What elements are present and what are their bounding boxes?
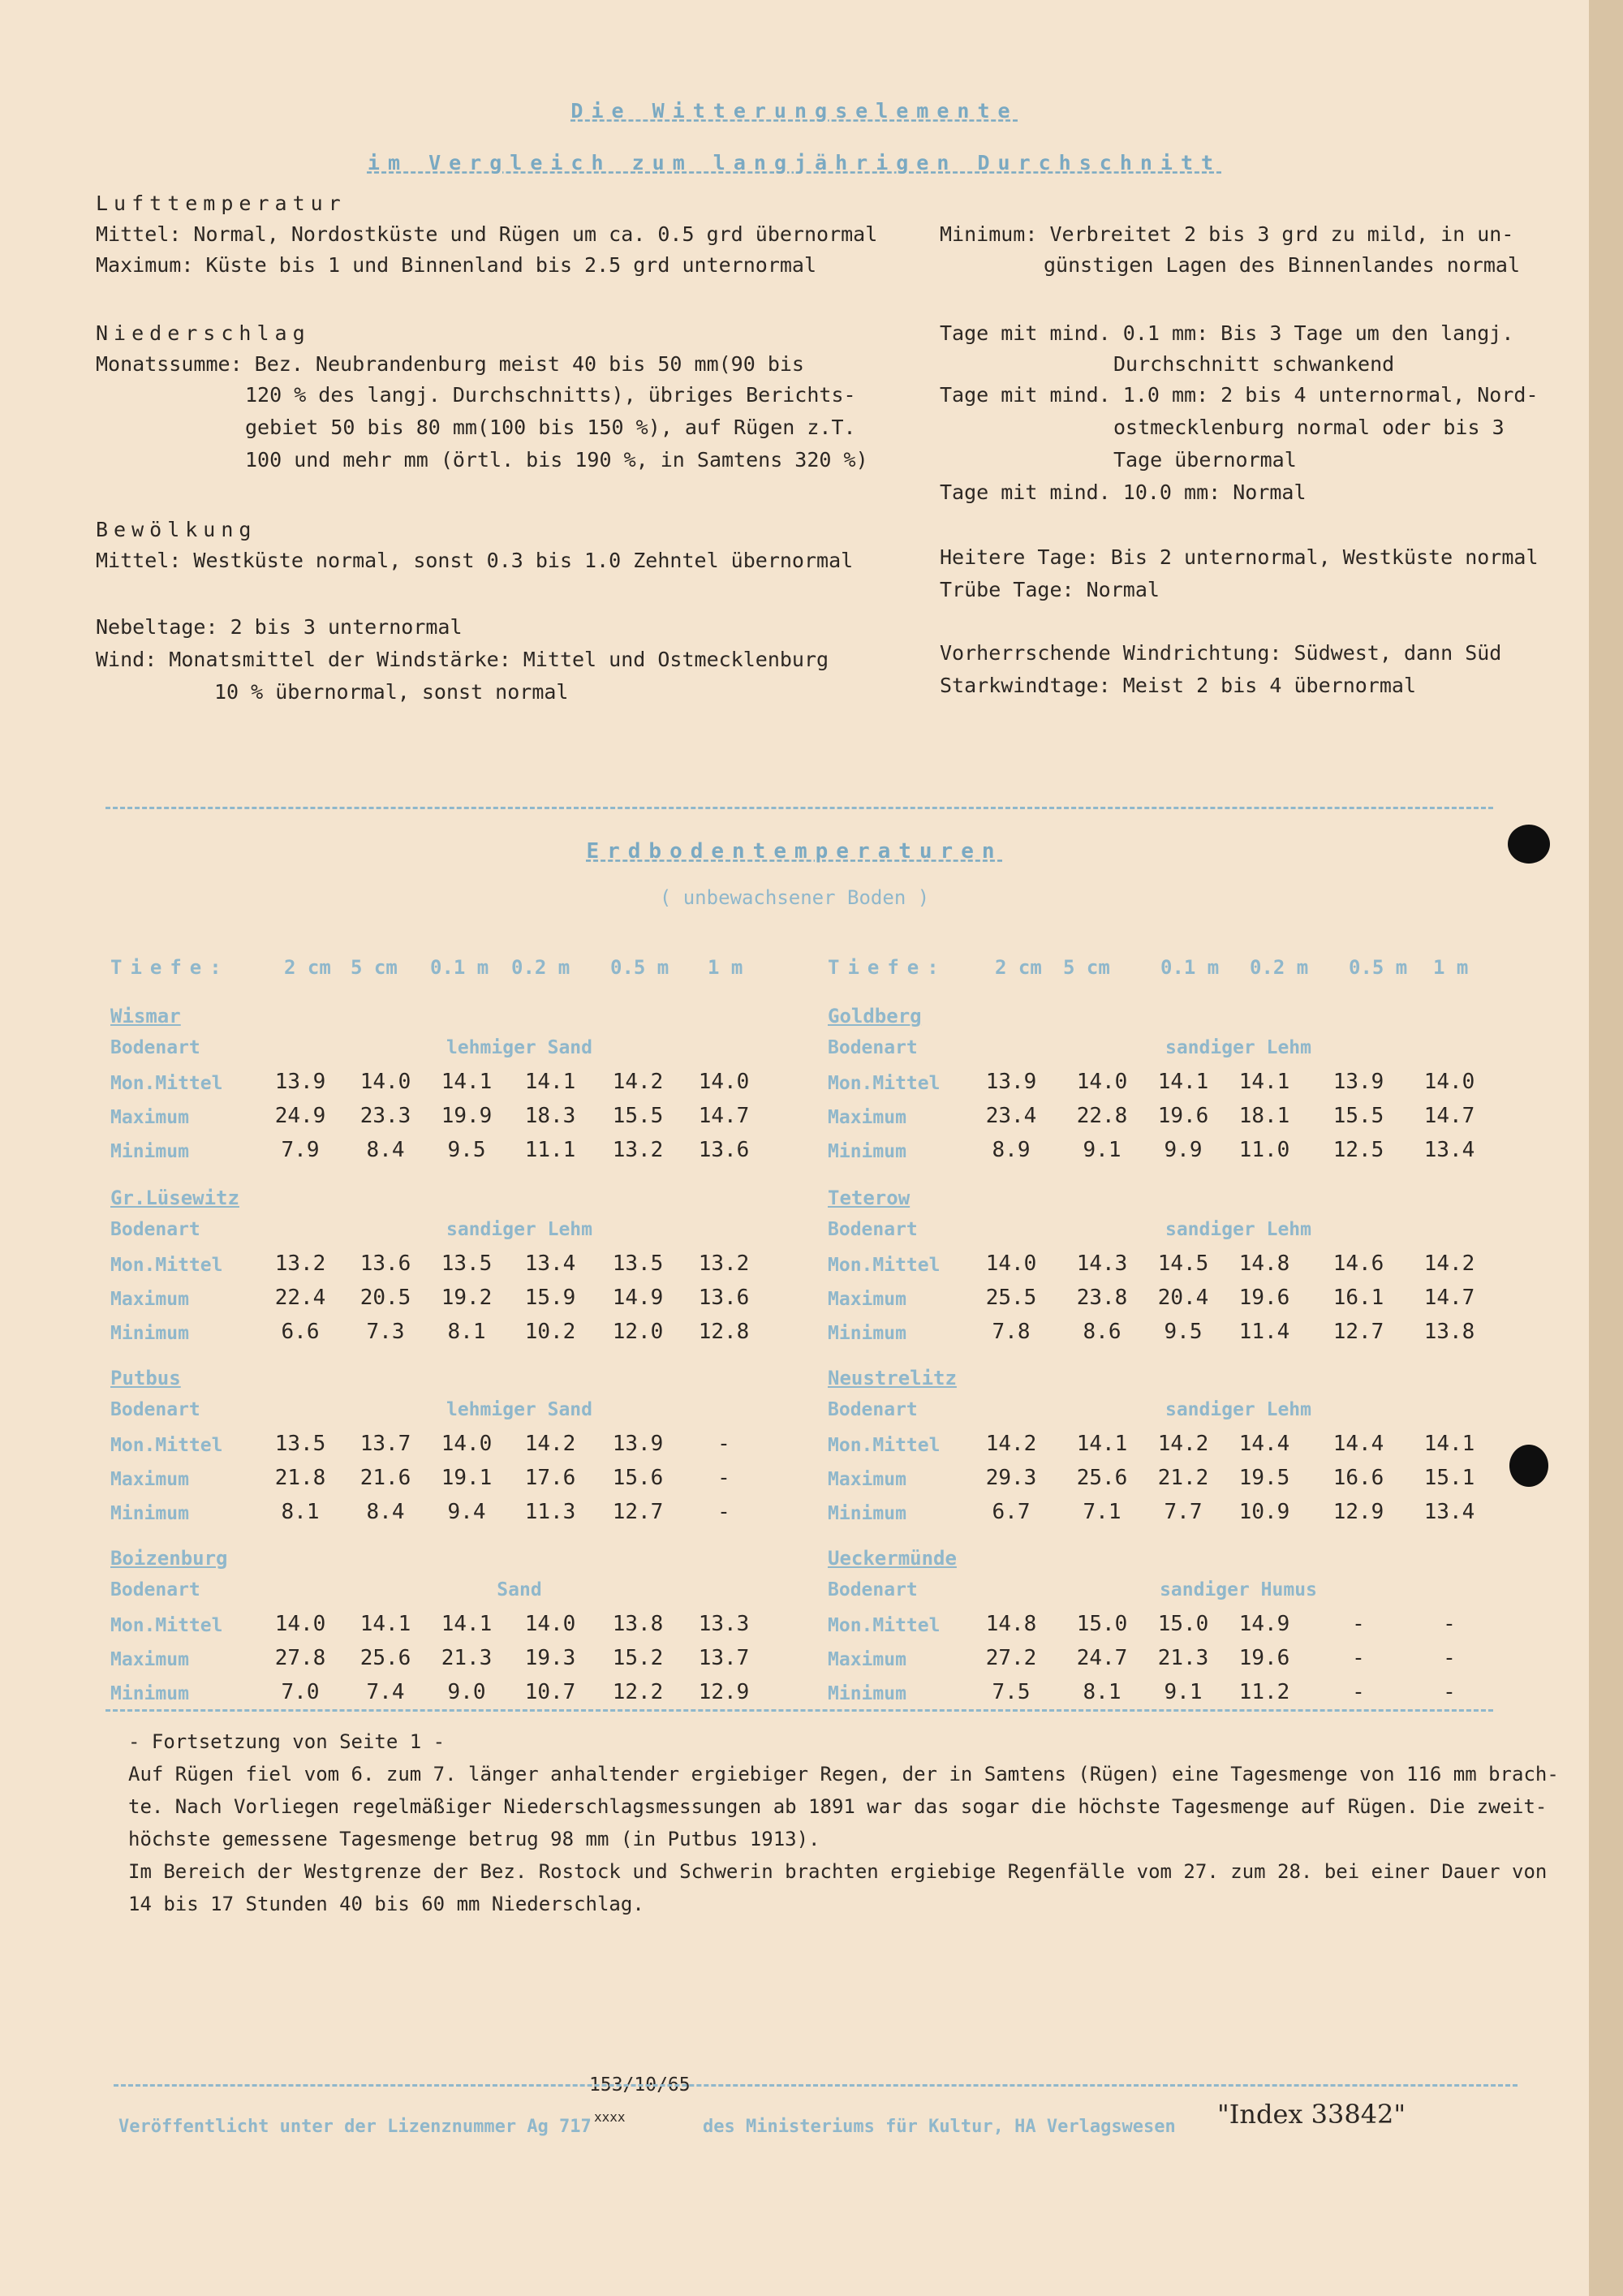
temperature-value: 13.2 [698,1251,750,1276]
temperature-value: 19.6 [1157,1104,1209,1128]
temperature-value: 14.0 [359,1070,411,1094]
text-line: Monatssumme: Bez. Neubrandenburg meist 40 bis 50 mm(90 bis [96,352,804,376]
temperature-value: 14.8 [985,1612,1037,1636]
page-subtitle: im Vergleich zum langjährigen Durchschnitt [367,151,1222,174]
temperature-value: 13.5 [441,1251,493,1276]
punch-hole [1508,825,1550,864]
temperature-value: - [1443,1646,1456,1670]
temperature-value: 14.1 [359,1612,411,1636]
temperature-value: 7.8 [992,1320,1031,1344]
punch-hole [1509,1445,1548,1487]
temperature-value: 13.5 [274,1432,326,1456]
temperature-value: 14.0 [1423,1070,1475,1094]
license-note: Veröffentlicht unter der Lizenznummer Ag 717 [118,2117,592,2137]
temperature-value: 11.4 [1238,1320,1290,1344]
temperature-value: - [717,1500,730,1524]
temperature-value: 20.5 [359,1286,411,1310]
temperature-value: 13.6 [698,1138,750,1162]
temperature-value: 14.1 [1157,1070,1209,1094]
temperature-value: 15.6 [612,1466,664,1490]
temperature-value: 15.0 [1076,1612,1128,1636]
soil-type: sandiger Lehm [446,1219,592,1240]
temperature-value: - [1352,1646,1365,1670]
temperature-value: 13.7 [698,1646,750,1670]
temperature-value: 19.6 [1238,1646,1290,1670]
row-label: Maximum [110,1107,189,1128]
temperature-value: 19.1 [441,1466,493,1490]
temperature-value: 7.5 [992,1680,1031,1704]
temperature-value: 14.9 [1238,1612,1290,1636]
temperature-value: 14.0 [985,1251,1037,1276]
temperature-value: 13.6 [359,1251,411,1276]
temperature-value: 6.7 [992,1500,1031,1524]
temperature-value: 10.7 [524,1680,576,1704]
text-line: gebiet 50 bis 80 mm(100 bis 150 %), auf Rügen z.T. [245,416,856,439]
temperature-value: 13.9 [612,1432,664,1456]
temperature-value: 13.9 [1332,1070,1384,1094]
temperature-value: 8.1 [281,1500,320,1524]
temperature-value: 13.2 [612,1138,664,1162]
temperature-value: 15.5 [1332,1104,1384,1128]
temperature-value: 12.2 [612,1680,664,1704]
temperature-value: 14.1 [524,1070,576,1094]
temperature-value: 14.3 [1076,1251,1128,1276]
text-line: Tage übernormal [1113,448,1297,472]
paragraph-line: 14 bis 17 Stunden 40 bis 60 mm Niederschlag. [128,1893,644,1915]
soil-subtitle: ( unbewachsener Boden ) [659,886,930,909]
row-label: Maximum [110,1469,189,1490]
temperature-value: 11.3 [524,1500,576,1524]
depth-header: 1 m [1433,956,1469,979]
temperature-value: 13.7 [359,1432,411,1456]
temperature-value: 29.3 [985,1466,1037,1490]
temperature-value: 11.2 [1238,1680,1290,1704]
temperature-value: 22.8 [1076,1104,1128,1128]
temperature-value: 21.3 [441,1646,493,1670]
text-line-wind: Wind: Monatsmittel der Windstärke: Mittel und Ostmecklenburg [96,648,829,671]
temperature-value: 14.9 [612,1286,664,1310]
text-line: Vorherrschende Windrichtung: Südwest, dann Süd [940,641,1502,665]
row-label: Minimum [110,1323,189,1344]
temperature-value: 14.1 [1076,1432,1128,1456]
row-label: Maximum [828,1289,906,1310]
temperature-value: 12.7 [612,1500,664,1524]
continuation-heading: - Fortsetzung von Seite 1 - [128,1730,446,1753]
row-label-bodenart: Bodenart [828,1579,918,1600]
temperature-value: 14.2 [524,1432,576,1456]
temperature-value: 13.4 [1423,1500,1475,1524]
row-label: Mon.Mittel [828,1073,941,1094]
temperature-value: 14.0 [524,1612,576,1636]
temperature-value: 8.9 [992,1138,1031,1162]
temperature-value: 13.9 [985,1070,1037,1094]
text-line: 10 % übernormal, sonst normal [214,680,569,704]
print-number: 153/10/65 [589,2074,691,2096]
text-line: 100 und mehr mm (örtl. bis 190 %, in Samtens 320 %) [245,448,868,472]
row-label-bodenart: Bodenart [110,1399,200,1420]
text-line-nebeltage: Nebeltage: 2 bis 3 unternormal [96,615,463,639]
row-label: Maximum [828,1469,906,1490]
soil-type: sandiger Humus [1160,1579,1317,1600]
dashed-divider [105,1709,1493,1712]
text-line: Maximum: Küste bis 1 und Binnenland bis 2.5 grd unternormal [96,253,817,277]
temperature-value: 13.8 [612,1612,664,1636]
temperature-value: 9.0 [447,1680,486,1704]
temperature-value: 20.4 [1157,1286,1209,1310]
temperature-value: 15.9 [524,1286,576,1310]
soil-type: sandiger Lehm [1165,1037,1311,1058]
temperature-value: 27.2 [985,1646,1037,1670]
temperature-value: 27.8 [274,1646,326,1670]
depth-label: Tiefe: [828,956,947,979]
temperature-value: 9.1 [1083,1138,1121,1162]
temperature-value: 19.6 [1238,1286,1290,1310]
temperature-value: 12.8 [698,1320,750,1344]
row-label: Minimum [828,1141,906,1162]
row-label: Maximum [110,1289,189,1310]
text-line: Mittel: Normal, Nordostküste und Rügen um ca. 0.5 grd übernormal [96,222,878,246]
temperature-value: 9.1 [1164,1680,1203,1704]
station-name: Teterow [828,1187,911,1209]
row-label: Minimum [828,1323,906,1344]
temperature-value: 7.3 [366,1320,405,1344]
depth-header: 0.1 m [430,956,489,979]
temperature-value: 14.1 [1238,1070,1290,1094]
paragraph-line: te. Nach Vorliegen regelmäßiger Niederschlagsmessungen ab 1891 war das sogar die höchste Tagesmenge auf Rügen. Die zweit- [128,1795,1548,1818]
temperature-value: 14.4 [1238,1432,1290,1456]
temperature-value: 18.1 [1238,1104,1290,1128]
row-label: Minimum [828,1683,906,1704]
temperature-value: 21.8 [274,1466,326,1490]
temperature-value: 8.4 [366,1138,405,1162]
row-label: Mon.Mittel [828,1615,941,1636]
temperature-value: 14.2 [612,1070,664,1094]
temperature-value: 17.6 [524,1466,576,1490]
temperature-value: 24.7 [1076,1646,1128,1670]
paragraph-line: Im Bereich der Westgrenze der Bez. Rostock und Schwerin brachten ergiebige Regenfälle vom 27. zum 28. bei einer Dauer von [128,1860,1548,1883]
text-line: günstigen Lagen des Binnenlandes normal [1044,253,1520,277]
temperature-value: 14.1 [441,1070,493,1094]
temperature-value: 14.7 [1423,1286,1475,1310]
text-line: Starkwindtage: Meist 2 bis 4 übernormal [940,674,1416,697]
row-label: Mon.Mittel [110,1435,223,1456]
temperature-value: 23.3 [359,1104,411,1128]
row-label-bodenart: Bodenart [828,1399,918,1420]
page-title: Die Witterungselemente [570,99,1018,123]
temperature-value: 13.5 [612,1251,664,1276]
temperature-value: 14.2 [1423,1251,1475,1276]
row-label: Minimum [110,1503,189,1524]
row-label: Mon.Mittel [110,1255,223,1276]
temperature-value: 7.4 [366,1680,405,1704]
temperature-value: 13.9 [274,1070,326,1094]
temperature-value: 8.4 [366,1500,405,1524]
row-label: Maximum [110,1649,189,1670]
depth-header: 5 cm [351,956,398,979]
text-line: Minimum: Verbreitet 2 bis 3 grd zu mild, in un- [940,222,1514,246]
depth-header: 1 m [708,956,743,979]
temperature-value: 21.3 [1157,1646,1209,1670]
station-name: Wismar [110,1005,181,1027]
temperature-value: 15.2 [612,1646,664,1670]
temperature-value: 22.4 [274,1286,326,1310]
row-label: Mon.Mittel [828,1435,941,1456]
temperature-value: - [1443,1612,1456,1636]
text-line: ostmecklenburg normal oder bis 3 [1113,416,1505,439]
row-label: Minimum [110,1683,189,1704]
temperature-value: 9.5 [447,1138,486,1162]
temperature-value: 14.4 [1332,1432,1384,1456]
temperature-value: 19.5 [1238,1466,1290,1490]
temperature-value: - [717,1466,730,1490]
soil-type: lehmiger Sand [446,1037,592,1058]
temperature-value: 25.5 [985,1286,1037,1310]
temperature-value: - [717,1432,730,1456]
temperature-value: 15.5 [612,1104,664,1128]
depth-header: 5 cm [1063,956,1110,979]
depth-label: Tiefe: [110,956,230,979]
ministry-note: des Ministeriums für Kultur, HA Verlagswesen [703,2117,1176,2137]
section-heading-lufttemperatur: Lufttemperatur [96,192,347,215]
text-line: Durchschnitt schwankend [1113,352,1395,376]
depth-header: 0.2 m [1250,956,1309,979]
continuation-text [128,1725,1559,1920]
section-heading-bewoelkung: Bewölkung [96,518,257,541]
temperature-value: 6.6 [281,1320,320,1344]
temperature-value: 12.0 [612,1320,664,1344]
temperature-value: 14.2 [1157,1432,1209,1456]
temperature-value: 9.9 [1164,1138,1203,1162]
paragraph-line: Auf Rügen fiel vom 6. zum 7. länger anhaltender ergiebiger Regen, der in Samtens (Rügen) eine Tagesmenge von 116 mm brach- [128,1763,1559,1786]
row-label: Minimum [828,1503,906,1524]
row-label-bodenart: Bodenart [828,1219,918,1240]
temperature-value: 7.0 [281,1680,320,1704]
temperature-value: 25.6 [359,1646,411,1670]
footer-divider [114,2084,1518,2087]
temperature-value: 14.5 [1157,1251,1209,1276]
temperature-value: 18.3 [524,1104,576,1128]
temperature-value: 16.6 [1332,1466,1384,1490]
temperature-value: 23.8 [1076,1286,1128,1310]
temperature-value: 14.2 [985,1432,1037,1456]
soil-type: lehmiger Sand [446,1399,592,1420]
temperature-value: - [1352,1612,1365,1636]
section-heading-niederschlag: Niederschlag [96,321,311,345]
station-name: Ueckermünde [828,1547,957,1570]
temperature-value: 14.0 [698,1070,750,1094]
depth-header: 0.5 m [1349,956,1408,979]
row-label: Mon.Mittel [828,1255,941,1276]
xxxx-mark: xxxx [594,2109,626,2125]
temperature-value: 12.9 [1332,1500,1384,1524]
temperature-value: 14.0 [1076,1070,1128,1094]
text-line: Heitere Tage: Bis 2 unternormal, Westküste normal [940,545,1539,569]
temperature-value: 13.3 [698,1612,750,1636]
temperature-value: 8.6 [1083,1320,1121,1344]
soil-type: Sand [497,1579,542,1600]
temperature-value: 12.9 [698,1680,750,1704]
station-name: Goldberg [828,1005,922,1027]
row-label-bodenart: Bodenart [110,1219,200,1240]
temperature-value: 21.2 [1157,1466,1209,1490]
paragraph-line: höchste gemessene Tagesmenge betrug 98 mm (in Putbus 1913). [128,1828,820,1850]
temperature-value: 12.5 [1332,1138,1384,1162]
temperature-value: 13.2 [274,1251,326,1276]
temperature-value: 8.1 [1083,1680,1121,1704]
station-name: Neustrelitz [828,1367,957,1389]
soil-title: Erdbodentemperaturen [586,839,1003,864]
temperature-value: 7.7 [1164,1500,1203,1524]
station-name: Gr.Lüsewitz [110,1187,239,1209]
temperature-value: 16.1 [1332,1286,1384,1310]
station-name: Putbus [110,1367,181,1389]
temperature-value: 14.7 [698,1104,750,1128]
station-name: Boizenburg [110,1547,228,1570]
row-label: Mon.Mittel [110,1073,223,1094]
temperature-value: - [1443,1680,1456,1704]
soil-type: sandiger Lehm [1165,1399,1311,1420]
depth-header: 0.2 m [511,956,570,979]
temperature-value: 23.4 [985,1104,1037,1128]
temperature-value: 13.6 [698,1286,750,1310]
text-line: Trübe Tage: Normal [940,578,1160,601]
text-line: Tage mit mind. 10.0 mm: Normal [940,480,1307,504]
text-line: Mittel: Westküste normal, sonst 0.3 bis 1.0 Zehntel übernormal [96,549,854,572]
row-label-bodenart: Bodenart [110,1579,200,1600]
temperature-value: 19.2 [441,1286,493,1310]
depth-header: 2 cm [995,956,1042,979]
depth-header: 0.1 m [1160,956,1220,979]
temperature-value: 8.1 [447,1320,486,1344]
temperature-value: 9.5 [1164,1320,1203,1344]
temperature-value: 14.0 [274,1612,326,1636]
temperature-value: 15.0 [1157,1612,1209,1636]
temperature-value: 24.9 [274,1104,326,1128]
depth-header: 2 cm [284,956,331,979]
temperature-value: 10.9 [1238,1500,1290,1524]
row-label: Mon.Mittel [110,1615,223,1636]
row-label-bodenart: Bodenart [828,1037,918,1058]
temperature-value: 11.0 [1238,1138,1290,1162]
temperature-value: 25.6 [1076,1466,1128,1490]
temperature-value: 13.4 [1423,1138,1475,1162]
temperature-value: 19.9 [441,1104,493,1128]
temperature-value: 7.1 [1083,1500,1121,1524]
temperature-value: 14.7 [1423,1104,1475,1128]
temperature-value: 12.7 [1332,1320,1384,1344]
temperature-value: 7.9 [281,1138,320,1162]
row-label: Minimum [110,1141,189,1162]
temperature-value: 14.6 [1332,1251,1384,1276]
row-label-bodenart: Bodenart [110,1037,200,1058]
text-line: Tage mit mind. 1.0 mm: 2 bis 4 unternormal, Nord- [940,383,1539,407]
temperature-value: - [1352,1680,1365,1704]
soil-type: sandiger Lehm [1165,1219,1311,1240]
temperature-value: 10.2 [524,1320,576,1344]
temperature-value: 15.1 [1423,1466,1475,1490]
temperature-value: 19.3 [524,1646,576,1670]
temperature-value: 14.1 [1423,1432,1475,1456]
temperature-value: 14.8 [1238,1251,1290,1276]
temperature-value: 14.0 [441,1432,493,1456]
text-line: 120 % des langj. Durchschnitts), übriges Berichts- [245,383,856,407]
temperature-value: 21.6 [359,1466,411,1490]
temperature-value: 11.1 [524,1138,576,1162]
temperature-value: 13.8 [1423,1320,1475,1344]
temperature-value: 13.4 [524,1251,576,1276]
temperature-value: 9.4 [447,1500,486,1524]
index-number: "Index 33842" [1217,2099,1406,2130]
row-label: Maximum [828,1107,906,1128]
paper-edge [1589,0,1623,2296]
depth-header: 0.5 m [610,956,669,979]
temperature-value: 14.1 [441,1612,493,1636]
row-label: Maximum [828,1649,906,1670]
text-line: Tage mit mind. 0.1 mm: Bis 3 Tage um den langj. [940,321,1514,345]
dashed-divider [105,807,1493,809]
